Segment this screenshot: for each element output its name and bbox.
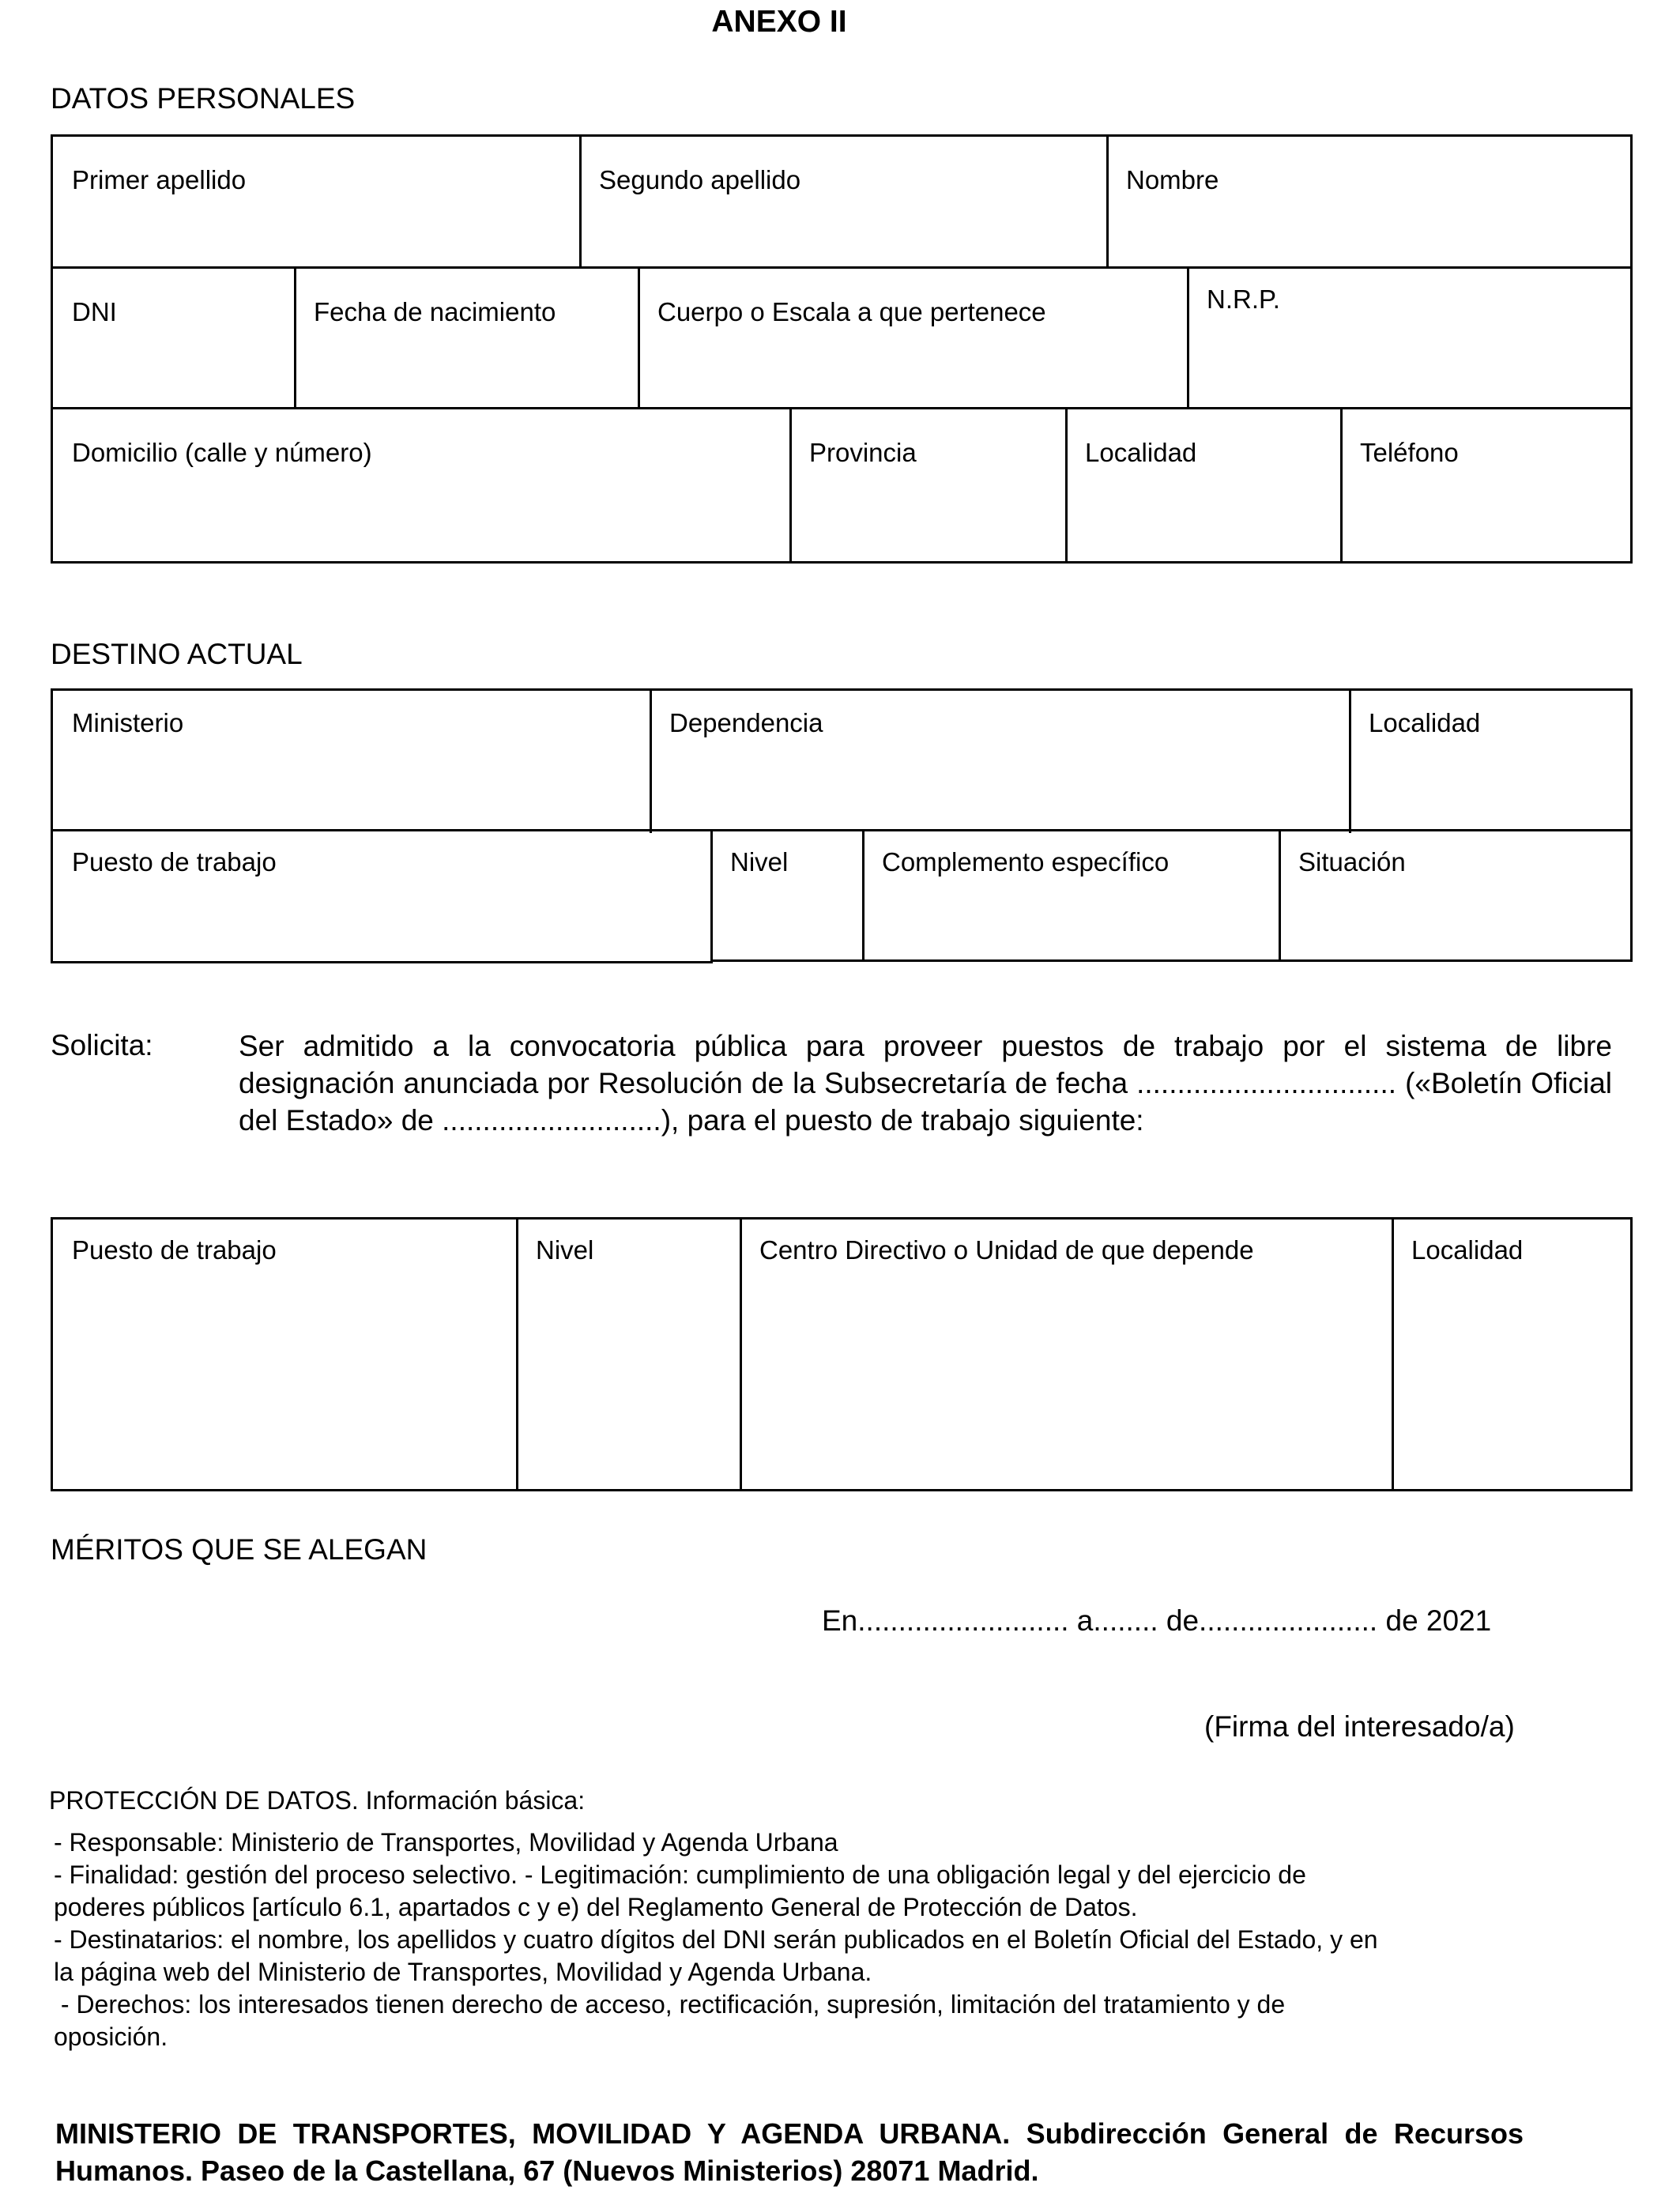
field-label: Primer apellido bbox=[72, 165, 247, 194]
field-label: Nivel bbox=[536, 1235, 594, 1265]
footer-address: MINISTERIO DE TRANSPORTES, MOVILIDAD Y AGENDA URBANA. Subdirección General de Recursos Humanos. Paseo de la Castellana, 67 (Nuevos Ministerios) 28071 Madrid. bbox=[55, 2117, 1524, 2187]
field-segundo-apellido[interactable] bbox=[582, 137, 1106, 266]
destino-actual-heading: DESTINO ACTUAL bbox=[51, 638, 303, 670]
proteccion-title: PROTECCIÓN DE DATOS. Información básica: bbox=[49, 1786, 586, 1815]
field-centro-directivo[interactable] bbox=[742, 1220, 1392, 1489]
field-nivel[interactable] bbox=[518, 1220, 740, 1489]
field-label: Segundo apellido bbox=[599, 165, 801, 194]
field-dependencia[interactable] bbox=[652, 691, 1349, 831]
field-label: Cuerpo o Escala a que pertenece bbox=[657, 297, 1046, 326]
signature-label: (Firma del interesado/a) bbox=[1204, 1710, 1515, 1743]
field-label: Localidad bbox=[1369, 708, 1481, 737]
field-domicilio[interactable] bbox=[53, 409, 789, 564]
field-label: Localidad bbox=[1411, 1235, 1524, 1265]
field-label: Teléfono bbox=[1360, 438, 1459, 467]
page-title: ANEXO II bbox=[711, 5, 847, 39]
field-label: Puesto de trabajo bbox=[72, 1235, 277, 1265]
datos-personales-table bbox=[51, 134, 1633, 564]
field-label: DNI bbox=[72, 297, 117, 326]
proteccion-line: - Destinatarios: el nombre, los apellidos y cuatro dígitos del DNI serán publicados en el Boletín Oficial del Estado, y en bbox=[54, 1925, 1378, 1954]
field-label: Provincia bbox=[809, 438, 917, 467]
field-label: Dependencia bbox=[669, 708, 823, 737]
field-localidad-puesto[interactable] bbox=[1394, 1220, 1630, 1489]
field-primer-apellido[interactable] bbox=[53, 137, 579, 266]
field-label: Fecha de nacimiento bbox=[314, 297, 556, 326]
field-label: Domicilio (calle y número) bbox=[72, 438, 372, 467]
field-label: Nombre bbox=[1126, 165, 1219, 194]
datos-personales-heading: DATOS PERSONALES bbox=[51, 82, 356, 115]
destino-actual-table bbox=[51, 688, 1633, 831]
field-localidad[interactable] bbox=[1068, 409, 1340, 564]
field-label: N.R.P. bbox=[1207, 285, 1280, 314]
meritos-heading: MÉRITOS QUE SE ALEGAN bbox=[51, 1533, 428, 1566]
field-label: Puesto de trabajo bbox=[72, 847, 277, 876]
field-ministerio[interactable] bbox=[53, 691, 650, 831]
puesto-solicitado-table bbox=[51, 1217, 1633, 1491]
proteccion-line: la página web del Ministerio de Transportes, Movilidad y Agenda Urbana. bbox=[54, 1958, 872, 1986]
field-label: Situación bbox=[1298, 847, 1406, 876]
field-localidad-destino[interactable] bbox=[1351, 691, 1630, 831]
field-label: Complemento específico bbox=[882, 847, 1170, 876]
row-divider bbox=[710, 959, 1633, 962]
proteccion-line: - Finalidad: gestión del proceso selectivo. - Legitimación: cumplimiento de una obligación legal y del ejercicio de bbox=[54, 1860, 1306, 1889]
field-label: Ministerio bbox=[72, 708, 184, 737]
solicita-label: Solicita: bbox=[51, 1029, 153, 1061]
field-complemento-especifico[interactable] bbox=[864, 831, 1279, 959]
field-puesto-trabajo[interactable] bbox=[53, 1220, 516, 1489]
field-telefono[interactable] bbox=[1343, 409, 1630, 564]
proteccion-line: oposición. bbox=[54, 2022, 168, 2051]
date-line: En.......................... a........ de...................... de 2021 bbox=[822, 1604, 1492, 1637]
field-situacion[interactable] bbox=[1281, 831, 1630, 959]
row-divider bbox=[51, 961, 710, 963]
proteccion-line: - Derechos: los interesados tienen derecho de acceso, rectificación, supresión, limitación del tratamiento y de bbox=[54, 1990, 1286, 2019]
field-nrp[interactable] bbox=[1189, 269, 1630, 407]
field-fecha-nacimiento[interactable] bbox=[296, 269, 638, 407]
field-label: Nivel bbox=[730, 847, 789, 876]
field-puesto-trabajo-actual[interactable] bbox=[53, 831, 710, 961]
field-label: Centro Directivo o Unidad de que depende bbox=[759, 1235, 1254, 1265]
field-dni[interactable] bbox=[53, 269, 294, 407]
field-label: Localidad bbox=[1085, 438, 1197, 467]
field-nombre[interactable] bbox=[1109, 137, 1630, 266]
solicita-text: Ser admitido a la convocatoria pública para proveer puestos de trabajo por el sistema de libre designación anunciada por Resolución de la Subsecretaría de fecha ................................ («Boletín Oficial del Estado» de ...........................), para el puesto de trabajo siguiente: bbox=[239, 1030, 1612, 1137]
col-divider bbox=[1630, 829, 1633, 962]
field-nivel-actual[interactable] bbox=[713, 831, 862, 959]
field-provincia[interactable] bbox=[792, 409, 1065, 564]
field-cuerpo-escala[interactable] bbox=[640, 269, 1187, 407]
proteccion-line: poderes públicos [artículo 6.1, apartados c y e) del Reglamento General de Protección de Datos. bbox=[54, 1893, 1138, 1921]
proteccion-line: - Responsable: Ministerio de Transportes, Movilidad y Agenda Urbana bbox=[54, 1828, 838, 1857]
